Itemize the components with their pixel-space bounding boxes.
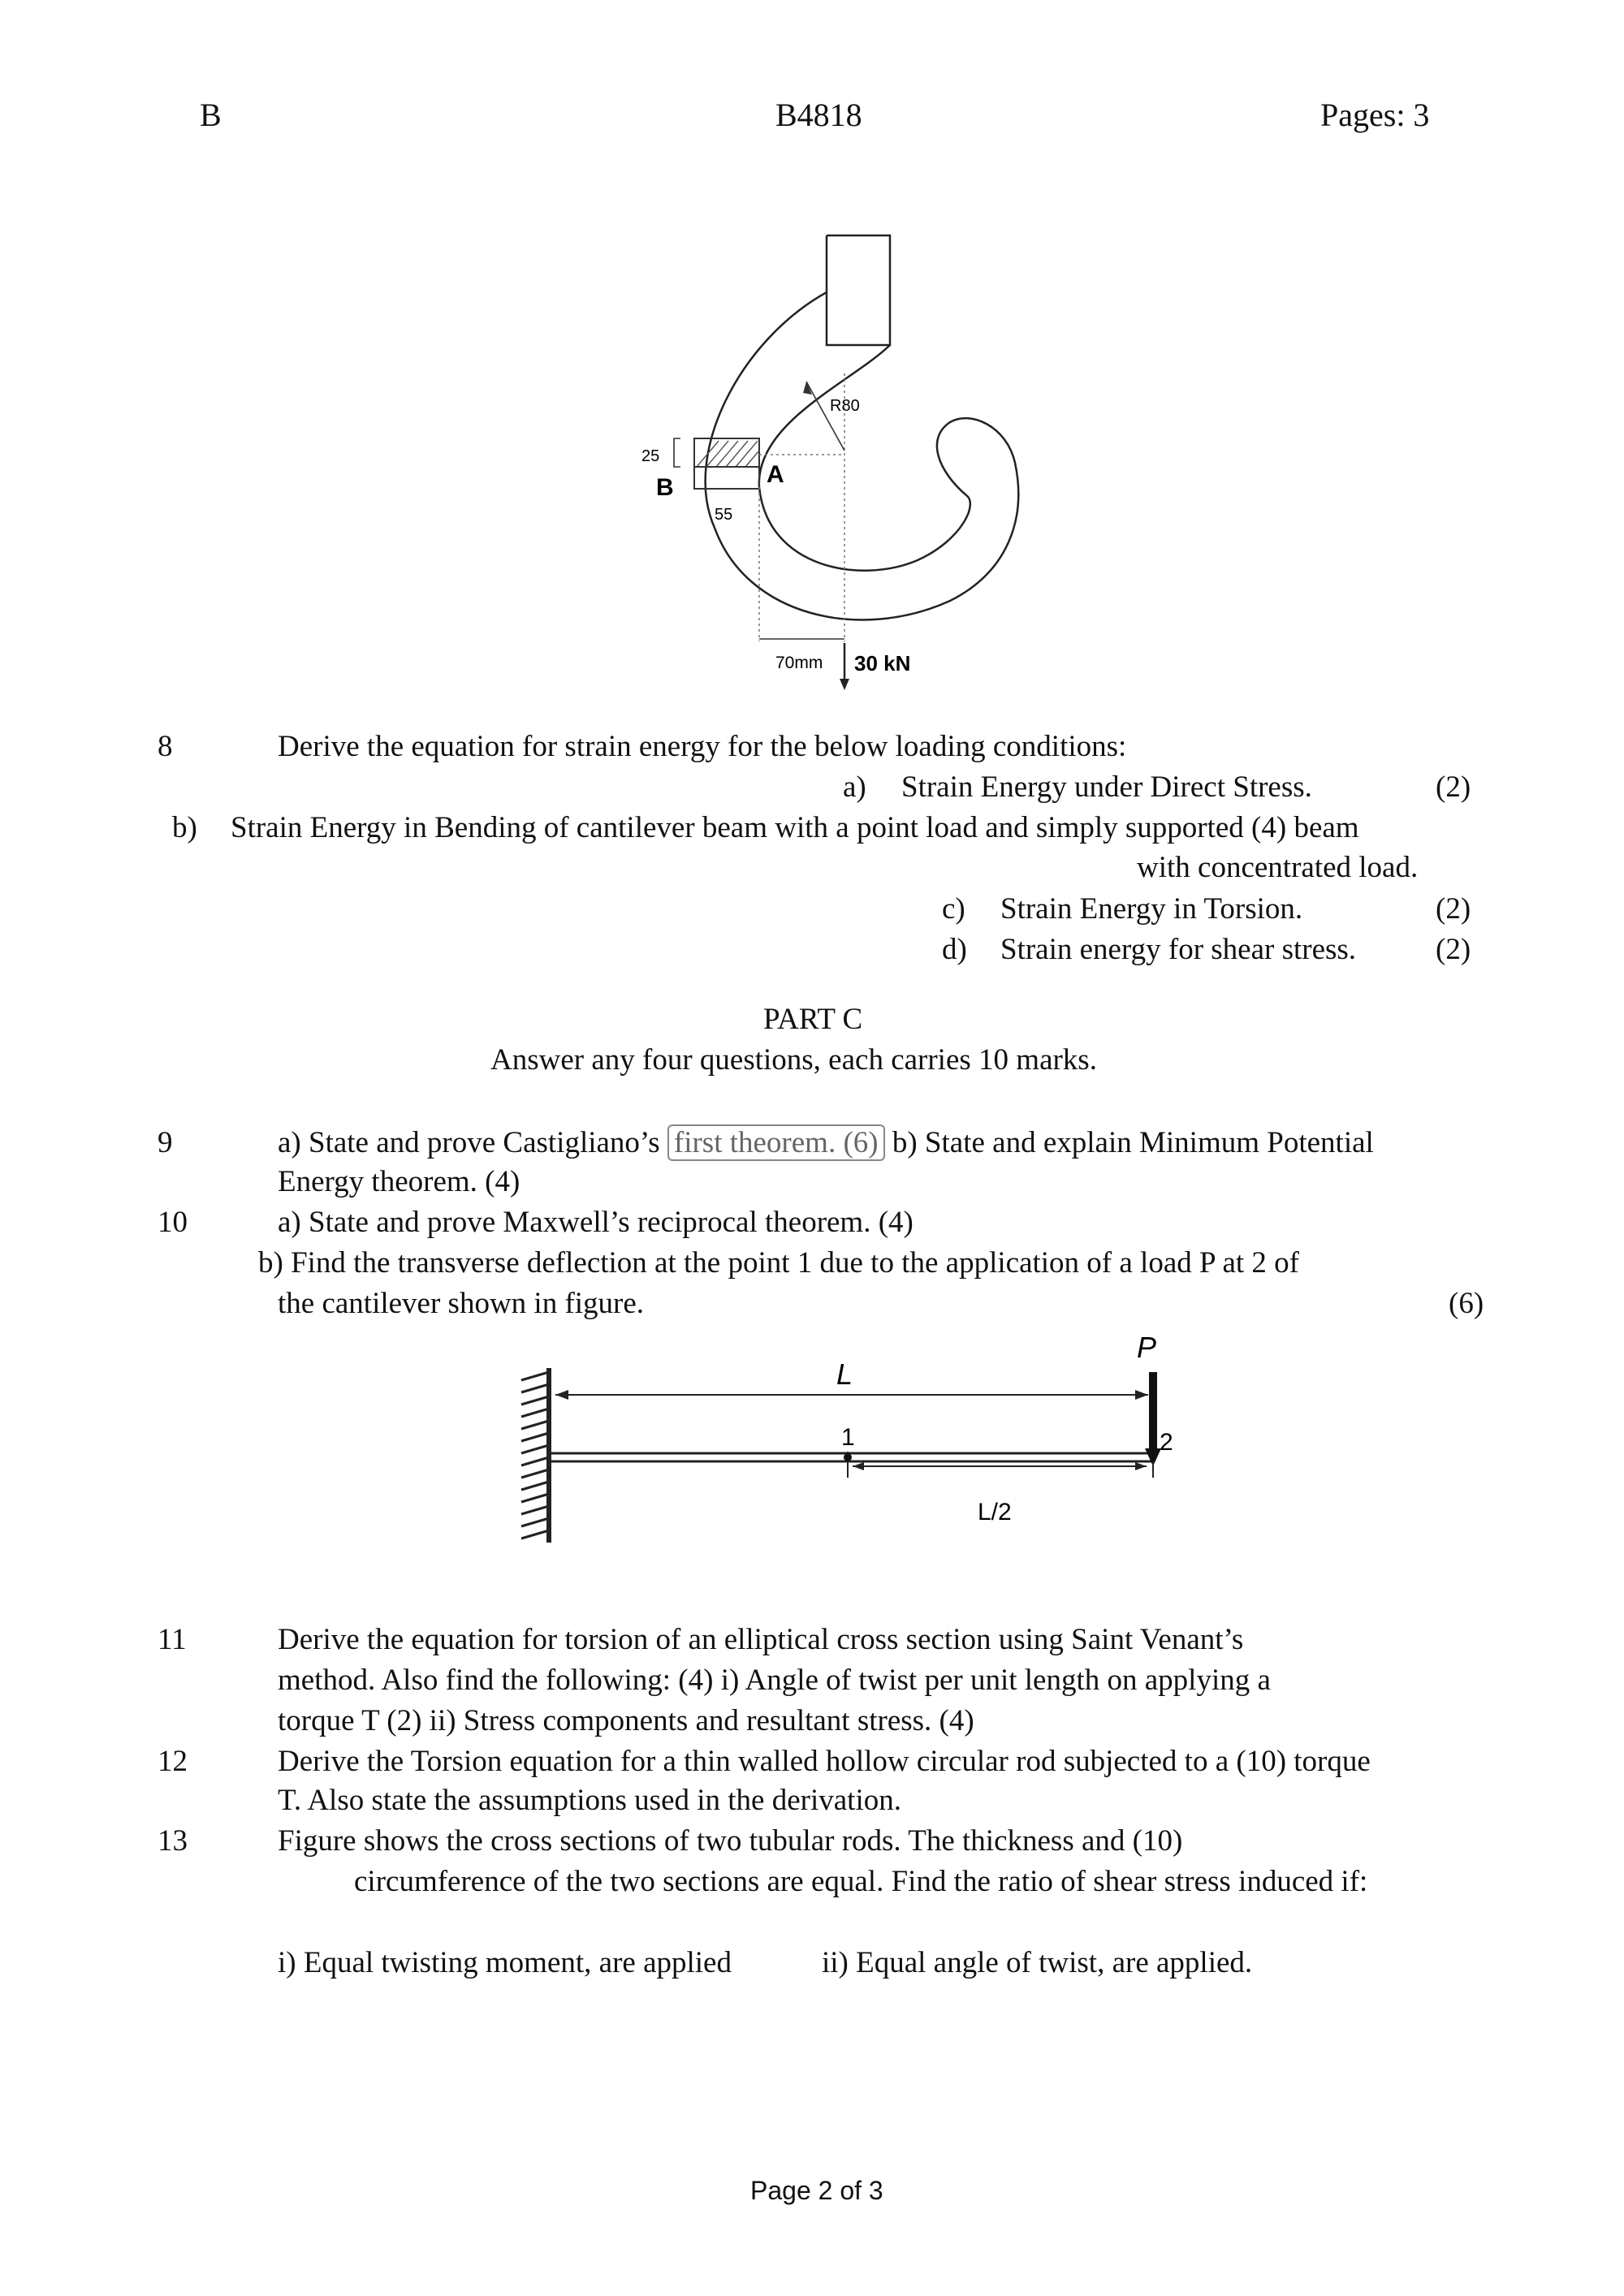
q10a-text: a) State and prove Maxwell’s reciprocal theorem. (4) bbox=[278, 1206, 914, 1239]
q12-number: 12 bbox=[158, 1745, 188, 1778]
q8b-label: b) bbox=[172, 811, 197, 844]
q10b-marks: (6) bbox=[1449, 1287, 1484, 1320]
point-a-label: A bbox=[767, 461, 784, 488]
cantilever-figure bbox=[503, 1323, 1186, 1559]
q9a-watermarked-text: first theorem. (6) bbox=[667, 1124, 885, 1161]
header-pages: Pages: 3 bbox=[1320, 97, 1430, 133]
page-number: Page 2 of 3 bbox=[750, 2176, 883, 2205]
dim-25-label: 25 bbox=[641, 447, 660, 465]
q8b-continuation: with concentrated load. bbox=[1137, 851, 1419, 884]
radius-label: R80 bbox=[830, 397, 860, 415]
header-code: B4818 bbox=[775, 97, 862, 133]
q12-line1: Derive the Torsion equation for a thin walled hollow circular rod subjected to a (10) torque bbox=[278, 1745, 1371, 1778]
q8a-label: a) bbox=[843, 770, 866, 804]
load-p-label: P bbox=[1137, 1331, 1157, 1364]
dim-70-label: 70mm bbox=[775, 654, 823, 672]
q8a-text: Strain Energy under Direct Stress. bbox=[901, 770, 1312, 804]
header-series: B bbox=[200, 97, 222, 133]
q9b-text: b) State and explain Minimum Potential bbox=[892, 1126, 1374, 1159]
load-label: 30 kN bbox=[854, 651, 911, 675]
section-ab bbox=[694, 438, 759, 489]
point-b-label: B bbox=[656, 474, 674, 501]
q10b-line2: the cantilever shown in figure. bbox=[278, 1287, 645, 1320]
dim-55-label: 55 bbox=[715, 506, 733, 524]
q8d-text: Strain energy for shear stress. bbox=[1000, 933, 1357, 966]
q8c-label: c) bbox=[942, 892, 965, 926]
q8-number: 8 bbox=[158, 730, 173, 763]
q8c-text: Strain Energy in Torsion. bbox=[1000, 892, 1303, 926]
part-c-instruction: Answer any four questions, each carries 10 marks. bbox=[490, 1043, 1097, 1077]
q8a-marks: (2) bbox=[1436, 770, 1471, 804]
q11-line2: method. Also find the following: (4) i) Angle of twist per unit length on applying a bbox=[278, 1664, 1271, 1697]
point-1-label: 1 bbox=[841, 1424, 855, 1451]
q13-line1: Figure shows the cross sections of two tubular rods. The thickness and (10) bbox=[278, 1824, 1183, 1858]
q13-number: 13 bbox=[158, 1824, 188, 1858]
q13-case-i: i) Equal twisting moment, are applied bbox=[278, 1946, 732, 1979]
q8b-text: Strain Energy in Bending of cantilever beam with a point load and simply supported (4) beam bbox=[231, 811, 1359, 844]
length-l-label: L bbox=[836, 1357, 853, 1391]
q9-number: 9 bbox=[158, 1126, 173, 1159]
q13-line2: circumference of the two sections are equal. Find the ratio of shear stress induced if: bbox=[354, 1865, 1368, 1898]
q9-line2: Energy theorem. (4) bbox=[278, 1165, 520, 1198]
q11-line1: Derive the equation for torsion of an elliptical cross section using Saint Venant’s bbox=[278, 1623, 1244, 1656]
point-1-marker bbox=[844, 1453, 852, 1461]
q8d-label: d) bbox=[942, 933, 967, 966]
q8-stem: Derive the equation for strain energy for the below loading conditions: bbox=[278, 730, 1127, 763]
q11-number: 11 bbox=[158, 1623, 187, 1656]
fixed-support-hatch bbox=[521, 1372, 549, 1539]
q9-line1 bbox=[278, 1125, 1374, 1161]
q8c-marks: (2) bbox=[1436, 892, 1471, 926]
point-2-label: 2 bbox=[1160, 1429, 1173, 1456]
q11-line3: torque T (2) ii) Stress components and resultant stress. (4) bbox=[278, 1704, 974, 1737]
part-c-title: PART C bbox=[763, 1003, 863, 1036]
q10b-line1: b) Find the transverse deflection at the point 1 due to the application of a load P at 2 of bbox=[258, 1246, 1299, 1280]
q10-number: 10 bbox=[158, 1206, 188, 1239]
q13-case-ii: ii) Equal angle of twist, are applied. bbox=[822, 1946, 1253, 1979]
q9a-text: a) State and prove Castigliano’s bbox=[278, 1126, 660, 1159]
q12-line2: T. Also state the assumptions used in the derivation. bbox=[278, 1784, 901, 1817]
half-length-label: L/2 bbox=[978, 1499, 1012, 1526]
crane-hook-figure bbox=[617, 227, 1039, 698]
q8d-marks: (2) bbox=[1436, 933, 1471, 966]
